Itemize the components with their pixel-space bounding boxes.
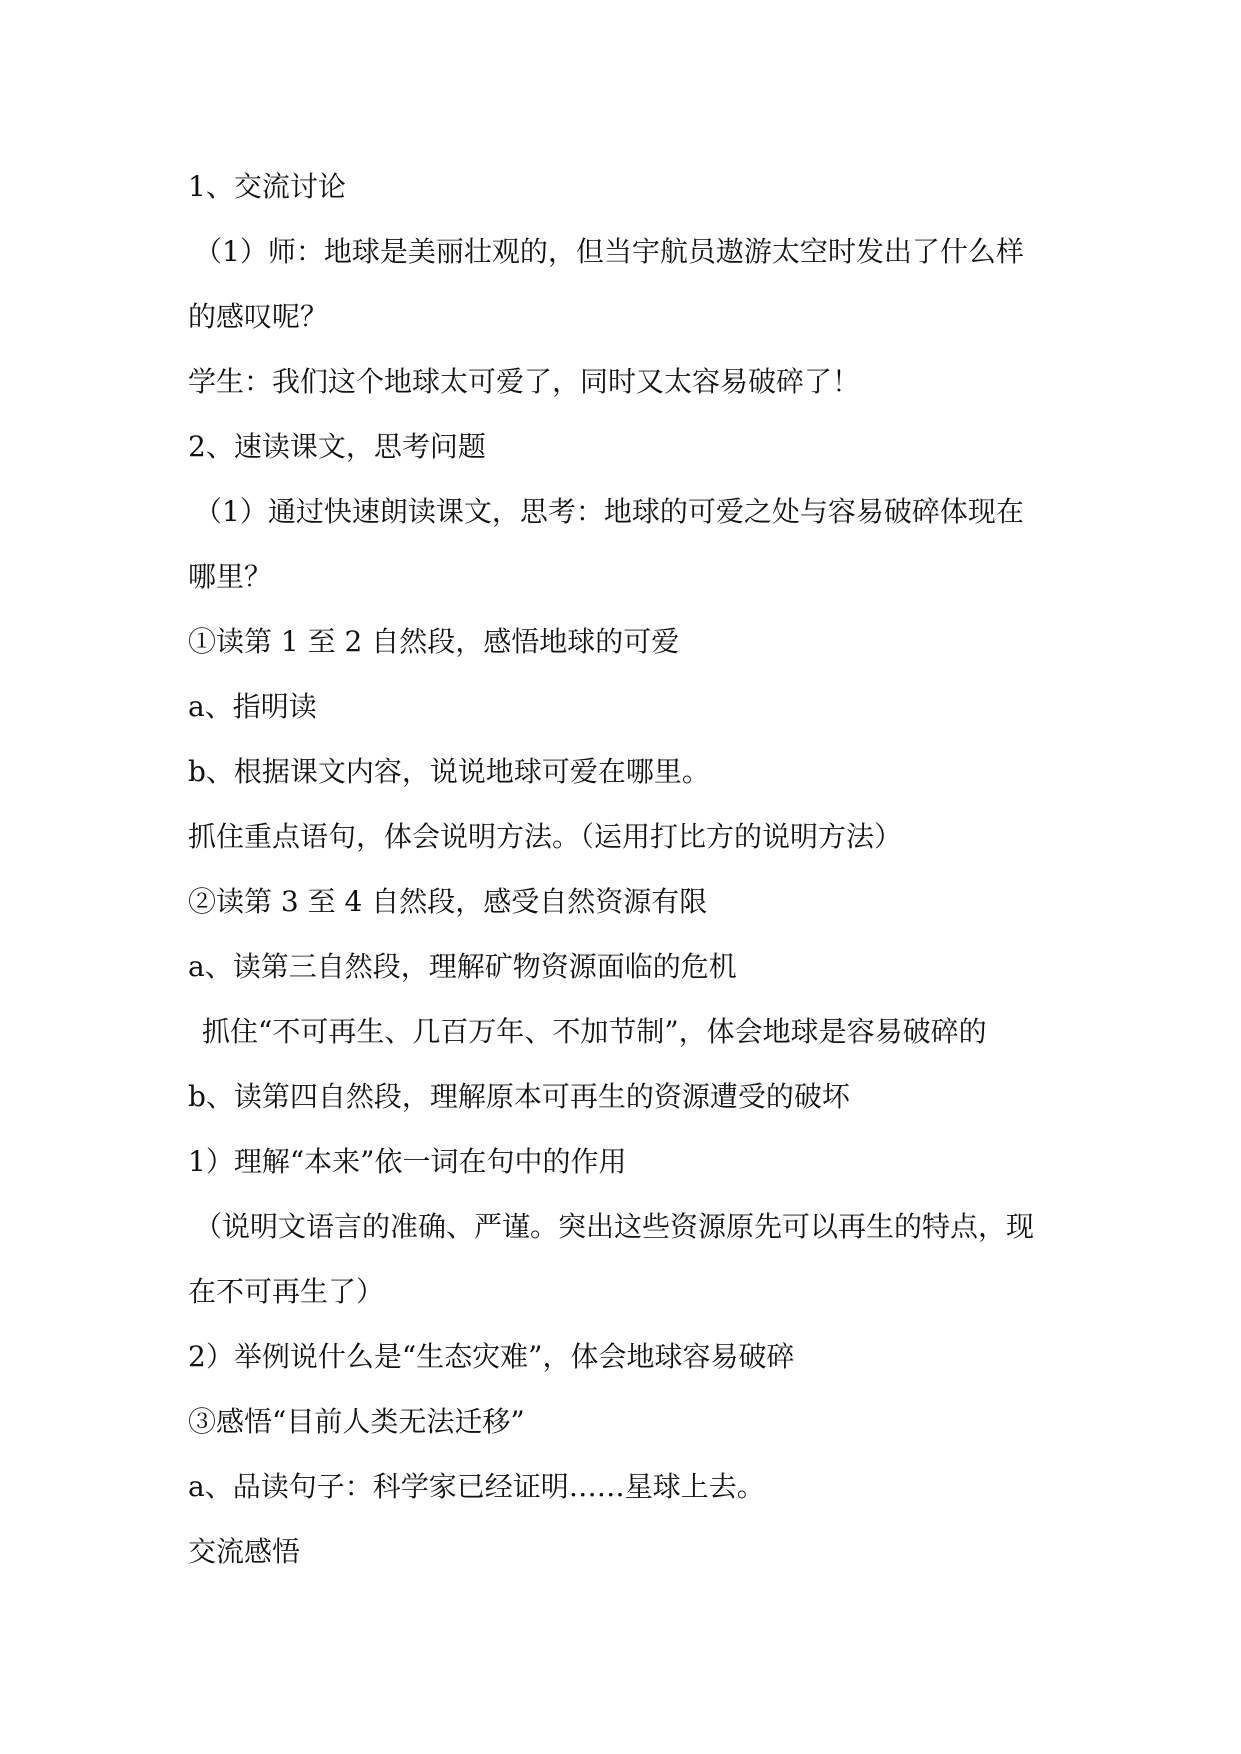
text-line: 在不可再生了）	[188, 1275, 385, 1308]
text-line: ①读第 1 至 2 自然段，感悟地球的可爱	[188, 625, 680, 658]
text-line: （1）通过快速朗读课文，思考：地球的可爱之处与容易破碎体现在	[194, 495, 1024, 528]
text-line: 哪里？	[188, 560, 273, 593]
text-line: a、品读句子：科学家已经证明……星球上去。	[188, 1470, 765, 1503]
text-line: 的感叹呢？	[188, 300, 329, 333]
text-line: 抓住“不可再生、几百万年、不加节制”，体会地球是容易破碎的	[202, 1015, 987, 1048]
text-line: b、读第四自然段，理解原本可再生的资源遭受的破坏	[188, 1080, 850, 1113]
text-line: 2、速读课文，思考问题	[188, 430, 486, 463]
text-line: 交流感悟	[188, 1535, 301, 1568]
text-line: a、指明读	[188, 690, 317, 723]
text-line: b、根据课文内容，说说地球可爱在哪里。	[188, 755, 710, 788]
text-line: 1）理解“本来”依一词在句中的作用	[188, 1145, 627, 1178]
text-line: 1、交流讨论	[188, 170, 346, 203]
text-line: 学生：我们这个地球太可爱了，同时又太容易破碎了！	[188, 365, 861, 398]
document-body	[188, 154, 1068, 1584]
text-line: （1）师：地球是美丽壮观的，但当宇航员遨游太空时发出了什么样	[194, 235, 1024, 268]
text-line: ②读第 3 至 4 自然段，感受自然资源有限	[188, 885, 708, 918]
text-line: 2）举例说什么是“生态灾难”，体会地球容易破碎	[188, 1340, 795, 1373]
text-line: ③感悟“目前人类无法迁移”	[188, 1405, 525, 1438]
text-line: a、读第三自然段，理解矿物资源面临的危机	[188, 950, 737, 983]
text-line: （说明文语言的准确、严谨。突出这些资源原先可以再生的特点，现	[194, 1210, 1035, 1243]
text-line: 抓住重点语句，体会说明方法。（运用打比方的说明方法）	[188, 820, 903, 853]
